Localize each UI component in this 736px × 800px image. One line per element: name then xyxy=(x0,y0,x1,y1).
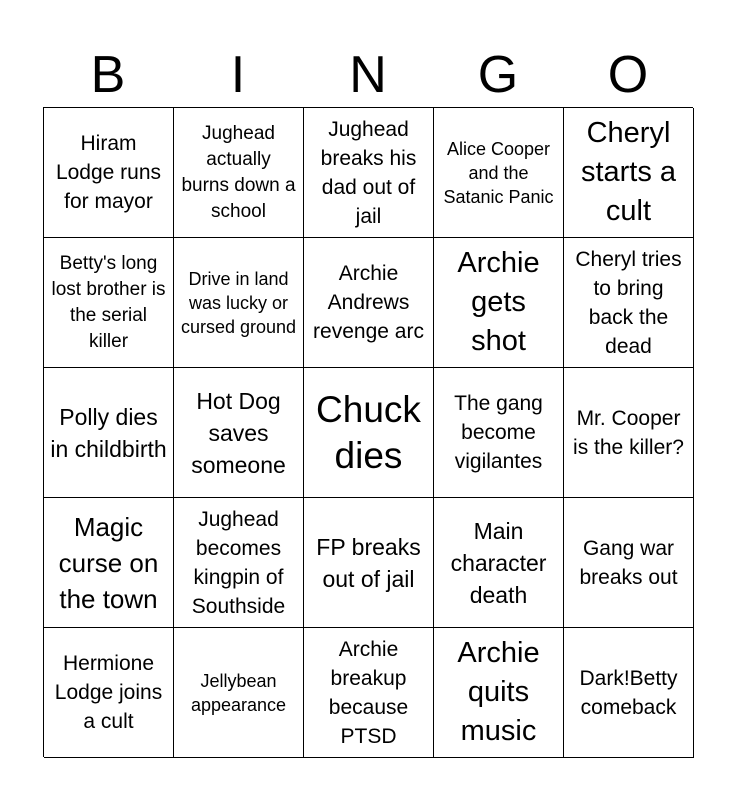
bingo-cell-text: Jughead breaks his dad out of jail xyxy=(320,117,417,228)
bingo-header xyxy=(43,46,693,104)
bingo-cell-r5c4[interactable] xyxy=(434,628,564,758)
bingo-cell-text: Mr. Cooper is the killer? xyxy=(573,406,684,459)
bingo-cell-text: Drive in land was lucky or cursed ground xyxy=(180,268,297,337)
bingo-cell-r3c5[interactable] xyxy=(564,368,694,498)
bingo-cell-text: Gang war breaks out xyxy=(579,536,678,589)
bingo-cell-text: Dark!Betty comeback xyxy=(579,666,678,719)
header-letter-o: O xyxy=(607,46,649,104)
bingo-cell-text: Betty's long lost brother is the serial killer xyxy=(51,252,166,352)
header-letter-n: N xyxy=(349,46,387,104)
header-letter-g: G xyxy=(477,46,519,104)
bingo-cell-r1c4[interactable] xyxy=(434,108,564,238)
header-letter-b: B xyxy=(90,46,126,104)
bingo-cell-r3c4[interactable] xyxy=(434,368,564,498)
bingo-cell-r2c3[interactable] xyxy=(304,238,434,368)
bingo-cell-text: Archie gets shot xyxy=(457,247,540,357)
bingo-cell-text: FP breaks out of jail xyxy=(316,533,421,592)
bingo-cell-text: Magic curse on the town xyxy=(58,511,159,614)
bingo-cell-text: Archie Andrews revenge arc xyxy=(313,262,424,343)
bingo-cell-text: Cheryl tries to bring back the dead xyxy=(575,247,682,358)
bingo-cell-text: Archie breakup because PTSD xyxy=(328,637,409,748)
bingo-cell-r4c4[interactable] xyxy=(434,498,564,628)
bingo-cell-r2c4[interactable] xyxy=(434,238,564,368)
bingo-cell-text: Jughead becomes kingpin of Southside xyxy=(191,507,286,618)
bingo-cell-r4c1[interactable] xyxy=(44,498,174,628)
bingo-cell-r4c2[interactable] xyxy=(174,498,304,628)
bingo-cell-text: Archie quits music xyxy=(457,637,540,747)
bingo-cell-text: Jellybean appearance xyxy=(190,670,287,715)
bingo-cell-text: Hiram Lodge runs for mayor xyxy=(55,132,162,213)
bingo-cell-r3c2[interactable] xyxy=(174,368,304,498)
bingo-cell-r2c5[interactable] xyxy=(564,238,694,368)
bingo-cell-r2c2[interactable] xyxy=(174,238,304,368)
bingo-cell-r3c1[interactable] xyxy=(44,368,174,498)
bingo-cell-r5c1[interactable] xyxy=(44,628,174,758)
bingo-cell-text: Cheryl starts a cult xyxy=(580,117,677,227)
bingo-cell-text: Chuck dies xyxy=(316,388,421,476)
bingo-cell-r4c3[interactable] xyxy=(304,498,434,628)
bingo-cell-text: Hermione Lodge joins a cult xyxy=(54,652,163,733)
bingo-cell-r5c3[interactable] xyxy=(304,628,434,758)
bingo-cell-r5c5[interactable] xyxy=(564,628,694,758)
bingo-cell-r2c1[interactable] xyxy=(44,238,174,368)
bingo-cell-text: The gang become vigilantes xyxy=(454,392,543,473)
bingo-cell-r1c1[interactable] xyxy=(44,108,174,238)
bingo-card-grid xyxy=(43,107,693,757)
bingo-cell-center[interactable] xyxy=(304,368,434,498)
bingo-cell-r1c5[interactable] xyxy=(564,108,694,238)
bingo-cell-r1c3[interactable] xyxy=(304,108,434,238)
header-letter-i: I xyxy=(230,46,246,104)
bingo-cell-r1c2[interactable] xyxy=(174,108,304,238)
bingo-cell-text: Hot Dog saves someone xyxy=(191,387,286,478)
bingo-cell-text: Jughead actually burns down a school xyxy=(181,122,296,222)
bingo-cell-r4c5[interactable] xyxy=(564,498,694,628)
bingo-cell-text: Main character death xyxy=(450,517,547,608)
bingo-cell-text: Alice Cooper and the Satanic Panic xyxy=(443,138,554,207)
bingo-cell-r5c2[interactable] xyxy=(174,628,304,758)
bingo-cell-text: Polly dies in childbirth xyxy=(50,403,167,462)
